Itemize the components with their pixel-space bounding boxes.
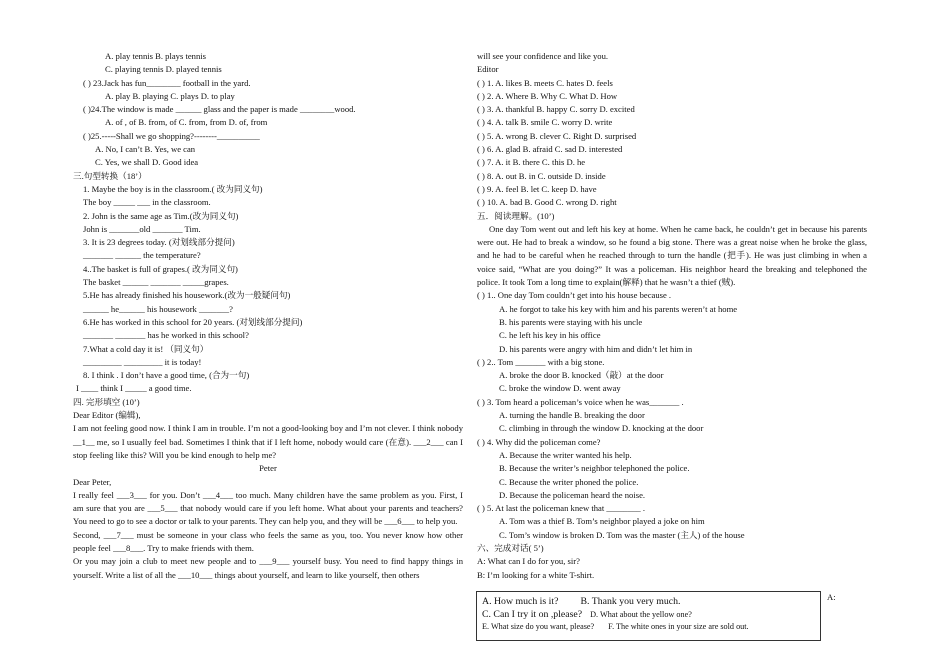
cloze-option-line: will see your confidence and like you. [477, 51, 609, 61]
left-column-line: 8. I think . I don’t have a good time, (合为一句) [83, 370, 250, 381]
dialog-option-b: B. Thank you very much. [580, 596, 681, 607]
left-column-line: 四. 完形填空 (10’) [73, 396, 140, 407]
left-lines [73, 50, 463, 422]
reading-question-line: C. climbing in through the window D. knocking at the door [499, 423, 704, 434]
left-column-line: 6.He has worked in this school for 20 years. (对划线部分提问) [83, 316, 303, 327]
reading-question-line: C. Because the writer phoned the police. [499, 476, 639, 487]
cloze-option-line: ( ) 7. A. it B. there C. this D. he [477, 157, 586, 168]
left-column-line: I ____ think I _____ a good time. [76, 383, 192, 394]
cloze-option-line: ( ) 2. A. Where B. Why C. What D. How [477, 90, 618, 101]
cloze-option-line: ( ) 9. A. feel B. let C. keep D. have [477, 183, 597, 194]
reading-question-line: ( ) 4. Why did the policeman come? [477, 436, 601, 447]
reading-question-line: B. his parents were staying with his uncle [499, 316, 643, 327]
left-column-line: C. playing tennis D. played tennis [105, 64, 222, 75]
left-column-line: C. Yes, we shall D. Good idea [95, 157, 199, 168]
reading-question-line: A. he forgot to take his key with him and his parents weren’t at home [499, 303, 738, 314]
dialog-option-c: C. Can I try it on ,please? [482, 609, 583, 620]
reading-question-line: C. he left his key in his office [499, 330, 601, 341]
left-column-line: 2. John is the same age as Tim.(改为同义句) [83, 210, 239, 221]
reading-passage: One day Tom went out and left his key at home. When he came back, he couldn’t get in because his parents were out. He had to break a window, so he found a big stone. There was a great noise when he broke the glass, and he had to be careful when he reached through to turn the handle (把手). He was just climbing in when a voice said, “What are you doing?” It was a policeman. His neighbor heard the breaking and telephoned the police. It took Tom a long time to explain(解释) that he wasn’t a thief (贼). [477, 223, 867, 288]
left-column-line: ( ) 23.Jack has fun________ football in the yard. [83, 77, 251, 88]
letter-signature: Peter [259, 463, 277, 474]
cloze-option-line: ( ) 3. A. thankful B. happy C. sorry D. excited [477, 104, 635, 115]
left-column-line: 5.He has already finished his housework.(改为一般疑问句) [83, 290, 291, 301]
left-column-line: ( )25.-----Shall we go shopping?--------__________ [83, 130, 260, 141]
cloze-option-line: ( ) 8. A. out B. in C. outside D. inside [477, 170, 606, 181]
reading-question-line: 六、完成对话( 5’) [477, 542, 544, 553]
reply-paragraph-3: Or you may join a club to meet new people and to ___9___ yourself busy. You need to find happy things in yourself. Write a list of all the ___10___ things about yourself, and learn to like yourself, then others [73, 556, 463, 580]
dialog-option-a: A. How much is it? [482, 596, 559, 607]
left-column-line: _______ ______ the temperature? [83, 250, 201, 261]
left-column-line: 3. It is 23 degrees today. (对划线部分提问) [83, 237, 235, 248]
reading-question-line: ( ) 2.. Tom _______ with a big stone. [477, 356, 605, 367]
reply-salutation: Dear Peter, [73, 476, 112, 487]
left-column-line: 三.句型转换（18’） [73, 170, 147, 181]
reading-question-line: A. Because the writer wanted his help. [499, 449, 632, 460]
left-column-line: A. play B. playing C. plays D. to play [105, 90, 235, 101]
left-column-line: _________ _________ it is today! [83, 356, 202, 367]
left-column-line: The basket ______ _______ _____grapes. [83, 277, 229, 288]
left-column-line: A. No, I can’t B. Yes, we can [95, 144, 196, 155]
left-column-line: _______ _______ has he worked in this school? [83, 330, 249, 341]
reply-paragraph-2: Second, ___7___ must be someone in your class who feels the same as you, too. You never know how other people feel ___8___. Try to make friends with them. [73, 529, 463, 553]
cloze-option-line: Editor [477, 64, 499, 75]
reading-question-line: A. broke the door B. knocked（敲）at the door [499, 370, 664, 381]
left-column-line: 7.What a cold day it is! （同义句） [83, 343, 209, 354]
reading-question-line: D. his parents were angry with him and didn’t let him in [499, 343, 693, 354]
dialog-option-e: E. What size do you want, please? [482, 622, 595, 631]
left-column-line: A. play tennis B. plays tennis [105, 51, 206, 61]
letter-paragraph-1: I am not feeling good now. I think I am in trouble. I’m not a good-looking boy and I’m not clever. I think nobody __1__ me, so I usually feel bad. Sometimes I think that if I left home, nobody would care (在意). ___2___ can I stop feeling like this? Will you be kind enough to help me? [73, 423, 463, 460]
reading-question-line: A. turning the handle B. breaking the door [499, 410, 645, 421]
left-column-line: ______ he______ his housework _______? [83, 303, 233, 314]
reading-question-line: A. Tom was a thief B. Tom’s neighbor played a joke on him [499, 516, 705, 527]
left-column [73, 50, 463, 582]
reading-question-line: C. Tom’s window is broken D. Tom was the master (主人) of the house [499, 529, 745, 540]
cloze-option-line: ( ) 1. A. likes B. meets C. hates D. feels [477, 77, 613, 88]
reading-question-line: ( ) 5. At last the policeman knew that ________ . [477, 503, 646, 514]
dialog-options-box [476, 591, 821, 641]
reading-question-line: B. Because the writer’s neighbor telephoned the police. [499, 463, 690, 474]
left-column-line: Dear Editor (编辑), [73, 410, 141, 421]
left-column-line: ( )24.The window is made ______ glass and the paper is made ________wood. [83, 104, 356, 115]
right-column [477, 50, 867, 582]
cloze-option-line: 五．阅读理解。(10’) [477, 210, 555, 221]
reading-question-line: ( ) 3. Tom heard a policeman’s voice when he was_______ . [477, 396, 684, 407]
reading-question-line: ( ) 1.. One day Tom couldn’t get into his house because . [477, 290, 672, 301]
left-column-line: The boy _____ ___ in the classroom. [83, 197, 211, 208]
left-column-line: A. of , of B. from, of C. from, from D. of, from [105, 117, 268, 128]
reading-questions [477, 289, 867, 582]
dialog-option-d: D. What about the yellow one? [590, 610, 692, 619]
left-column-line: 1. Maybe the boy is in the classroom.( 改为同义句) [83, 183, 263, 194]
dialog-option-f: F. The white ones in your size are sold out. [608, 622, 749, 631]
reply-paragraph-1: I really feel ___3___ for you. Don’t ___4___ too much. Many children have the same problem as you. First, I am sure that you are ___5___ that nobody would care if you left home. What about your parents and teachers? You need to go to see a doctor or talk to your parents. They can help you, and they will be ___6___ to help you. [73, 489, 463, 527]
cloze-option-line: ( ) 5. A. wrong B. clever C. Right D. surprised [477, 130, 637, 141]
left-column-line: 4..The basket is full of grapes.( 改为同义句) [83, 263, 238, 274]
left-column-line: John is _______old _______ Tim. [83, 223, 201, 234]
reading-question-line: A: What can I do for you, sir? [477, 556, 580, 567]
cloze-options [477, 50, 867, 223]
dialog-speaker-a: A: [827, 592, 836, 602]
reading-question-line: C. broke the window D. went away [499, 383, 621, 394]
reading-question-line: B: I’m looking for a white T-shirt. [477, 569, 595, 580]
reading-question-line: D. Because the policeman heard the noise. [499, 489, 646, 500]
cloze-option-line: ( ) 10. A. bad B. Good C. wrong D. right [477, 197, 617, 208]
cloze-option-line: ( ) 4. A. talk B. smile C. worry D. write [477, 117, 613, 128]
cloze-option-line: ( ) 6. A. glad B. afraid C. sad D. interested [477, 144, 623, 155]
